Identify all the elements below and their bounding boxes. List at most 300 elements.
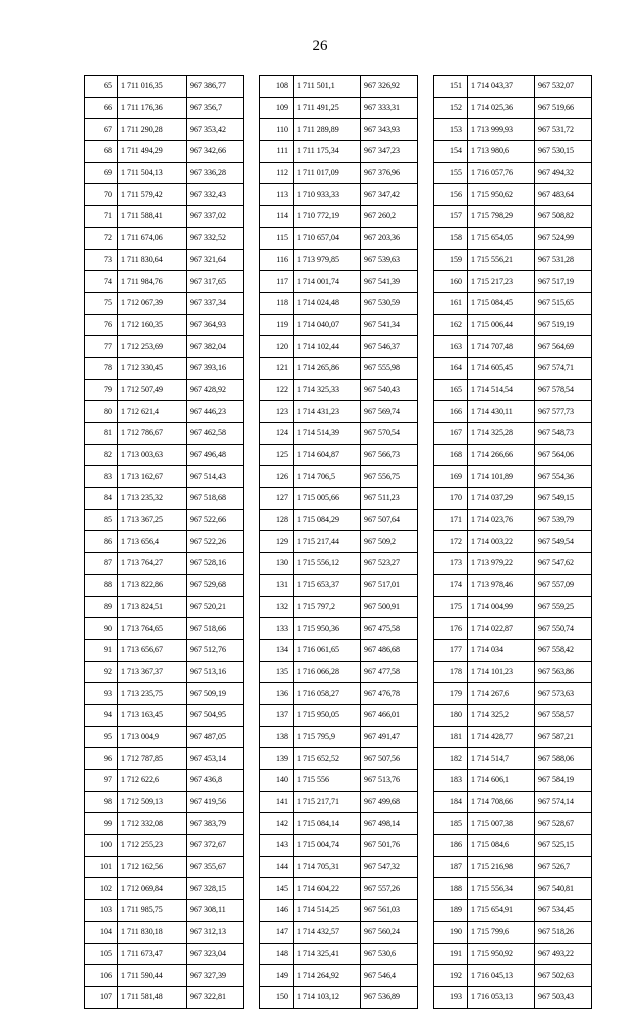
point-number: 93 bbox=[85, 683, 118, 705]
coord-x: 1 715 653,37 bbox=[294, 574, 361, 596]
table-row bbox=[260, 292, 418, 314]
coord-y: 967 327,39 bbox=[187, 965, 244, 987]
coord-x: 1 716 061,65 bbox=[294, 639, 361, 661]
point-number: 181 bbox=[434, 726, 468, 748]
table-row bbox=[260, 314, 418, 336]
point-number: 173 bbox=[434, 553, 468, 575]
coord-y: 967 504,95 bbox=[187, 704, 244, 726]
coord-y: 967 508,82 bbox=[535, 206, 592, 228]
point-number: 112 bbox=[260, 162, 294, 184]
coord-x: 1 713 980,6 bbox=[468, 141, 535, 163]
point-number: 182 bbox=[434, 748, 468, 770]
point-number: 192 bbox=[434, 965, 468, 987]
coord-y: 967 323,04 bbox=[187, 943, 244, 965]
table-row bbox=[85, 639, 244, 661]
coord-y: 967 518,68 bbox=[187, 488, 244, 510]
point-number: 76 bbox=[85, 314, 118, 336]
point-number: 102 bbox=[85, 878, 118, 900]
coord-y: 967 522,66 bbox=[187, 509, 244, 531]
coord-x: 1 716 045,13 bbox=[468, 965, 535, 987]
coord-x: 1 713 367,25 bbox=[118, 509, 187, 531]
coord-y: 967 326,92 bbox=[361, 76, 418, 98]
coord-y: 967 574,71 bbox=[535, 357, 592, 379]
table-row bbox=[260, 379, 418, 401]
table-row bbox=[85, 856, 244, 878]
coord-y: 967 539,63 bbox=[361, 249, 418, 271]
table-row bbox=[434, 986, 592, 1008]
point-number: 108 bbox=[260, 76, 294, 98]
table-row bbox=[85, 943, 244, 965]
coord-y: 967 503,43 bbox=[535, 986, 592, 1008]
point-number: 117 bbox=[260, 271, 294, 293]
table-row bbox=[85, 726, 244, 748]
coord-x: 1 715 799,6 bbox=[468, 921, 535, 943]
table-row bbox=[434, 249, 592, 271]
coord-y: 967 530,59 bbox=[361, 292, 418, 314]
point-number: 113 bbox=[260, 184, 294, 206]
coord-y: 967 476,78 bbox=[361, 683, 418, 705]
coord-x: 1 714 040,07 bbox=[294, 314, 361, 336]
coord-x: 1 712 509,13 bbox=[118, 791, 187, 813]
table-row bbox=[260, 726, 418, 748]
point-number: 127 bbox=[260, 488, 294, 510]
coord-y: 967 333,31 bbox=[361, 97, 418, 119]
coord-y: 967 517,19 bbox=[535, 271, 592, 293]
coord-x: 1 714 432,57 bbox=[294, 921, 361, 943]
coord-x: 1 714 706,5 bbox=[294, 466, 361, 488]
coord-y: 967 549,54 bbox=[535, 531, 592, 553]
coord-y: 967 372,67 bbox=[187, 835, 244, 857]
coord-y: 967 332,43 bbox=[187, 184, 244, 206]
table-row bbox=[260, 813, 418, 835]
point-number: 125 bbox=[260, 444, 294, 466]
point-number: 85 bbox=[85, 509, 118, 531]
point-number: 183 bbox=[434, 770, 468, 792]
coord-x: 1 715 084,6 bbox=[468, 835, 535, 857]
table-row bbox=[85, 444, 244, 466]
table-row bbox=[85, 76, 244, 98]
table-row bbox=[434, 271, 592, 293]
coord-y: 967 566,73 bbox=[361, 444, 418, 466]
point-number: 149 bbox=[260, 965, 294, 987]
point-number: 107 bbox=[85, 986, 118, 1008]
coord-y: 967 555,98 bbox=[361, 357, 418, 379]
table-row bbox=[85, 596, 244, 618]
point-number: 110 bbox=[260, 119, 294, 141]
table-row bbox=[85, 141, 244, 163]
table-row bbox=[434, 184, 592, 206]
coord-y: 967 577,73 bbox=[535, 401, 592, 423]
coord-x: 1 714 325,33 bbox=[294, 379, 361, 401]
coord-x: 1 714 004,99 bbox=[468, 596, 535, 618]
coord-x: 1 712 160,35 bbox=[118, 314, 187, 336]
point-number: 119 bbox=[260, 314, 294, 336]
point-number: 104 bbox=[85, 921, 118, 943]
point-number: 163 bbox=[434, 336, 468, 358]
coord-y: 967 557,26 bbox=[361, 878, 418, 900]
coord-x: 1 715 652,52 bbox=[294, 748, 361, 770]
coord-y: 967 514,43 bbox=[187, 466, 244, 488]
table-row bbox=[85, 97, 244, 119]
coord-y: 967 519,66 bbox=[535, 97, 592, 119]
table-row bbox=[260, 986, 418, 1008]
coord-x: 1 712 787,85 bbox=[118, 748, 187, 770]
coord-x: 1 715 084,29 bbox=[294, 509, 361, 531]
coord-x: 1 715 795,9 bbox=[294, 726, 361, 748]
coord-y: 967 356,7 bbox=[187, 97, 244, 119]
coord-y: 967 531,72 bbox=[535, 119, 592, 141]
coord-y: 967 587,21 bbox=[535, 726, 592, 748]
coord-x: 1 715 006,44 bbox=[468, 314, 535, 336]
coord-x: 1 715 217,23 bbox=[468, 271, 535, 293]
coord-y: 967 570,54 bbox=[361, 423, 418, 445]
point-number: 172 bbox=[434, 531, 468, 553]
coord-y: 967 496,48 bbox=[187, 444, 244, 466]
table-row bbox=[434, 943, 592, 965]
coord-y: 967 336,28 bbox=[187, 162, 244, 184]
table-row bbox=[85, 423, 244, 445]
point-number: 86 bbox=[85, 531, 118, 553]
coord-x: 1 713 764,27 bbox=[118, 553, 187, 575]
coord-x: 1 713 235,75 bbox=[118, 683, 187, 705]
point-number: 131 bbox=[260, 574, 294, 596]
point-number: 111 bbox=[260, 141, 294, 163]
coord-x: 1 715 216,98 bbox=[468, 856, 535, 878]
table-row bbox=[434, 574, 592, 596]
point-number: 77 bbox=[85, 336, 118, 358]
point-number: 132 bbox=[260, 596, 294, 618]
point-number: 68 bbox=[85, 141, 118, 163]
coord-y: 967 499,68 bbox=[361, 791, 418, 813]
coord-y: 967 383,79 bbox=[187, 813, 244, 835]
coord-y: 967 498,14 bbox=[361, 813, 418, 835]
table-row bbox=[85, 553, 244, 575]
coord-x: 1 714 514,25 bbox=[294, 900, 361, 922]
table-row bbox=[434, 553, 592, 575]
point-number: 101 bbox=[85, 856, 118, 878]
coord-y: 967 558,57 bbox=[535, 704, 592, 726]
point-number: 135 bbox=[260, 661, 294, 683]
table-row bbox=[260, 553, 418, 575]
coord-y: 967 541,34 bbox=[361, 314, 418, 336]
coord-x: 1 711 176,36 bbox=[118, 97, 187, 119]
table-row bbox=[85, 509, 244, 531]
point-number: 148 bbox=[260, 943, 294, 965]
coord-x: 1 715 004,74 bbox=[294, 835, 361, 857]
table-row bbox=[260, 76, 418, 98]
coord-y: 967 547,32 bbox=[361, 856, 418, 878]
point-number: 82 bbox=[85, 444, 118, 466]
point-number: 185 bbox=[434, 813, 468, 835]
table-row bbox=[434, 813, 592, 835]
coord-x: 1 714 266,66 bbox=[468, 444, 535, 466]
point-number: 190 bbox=[434, 921, 468, 943]
coord-y: 967 520,21 bbox=[187, 596, 244, 618]
coord-y: 967 513,16 bbox=[187, 661, 244, 683]
point-number: 81 bbox=[85, 423, 118, 445]
table-row bbox=[434, 357, 592, 379]
table-row bbox=[85, 683, 244, 705]
table-row bbox=[85, 965, 244, 987]
point-number: 103 bbox=[85, 900, 118, 922]
table-row bbox=[85, 227, 244, 249]
point-number: 171 bbox=[434, 509, 468, 531]
coord-y: 967 386,77 bbox=[187, 76, 244, 98]
coord-x: 1 714 034 bbox=[468, 639, 535, 661]
point-number: 134 bbox=[260, 639, 294, 661]
point-number: 124 bbox=[260, 423, 294, 445]
coord-x: 1 715 084,45 bbox=[468, 292, 535, 314]
point-number: 191 bbox=[434, 943, 468, 965]
point-number: 177 bbox=[434, 639, 468, 661]
coord-x: 1 714 705,31 bbox=[294, 856, 361, 878]
coord-x: 1 714 514,39 bbox=[294, 423, 361, 445]
coord-y: 967 393,16 bbox=[187, 357, 244, 379]
coord-x: 1 713 979,22 bbox=[468, 553, 535, 575]
table-row bbox=[85, 466, 244, 488]
coord-y: 967 588,06 bbox=[535, 748, 592, 770]
coord-y: 967 347,23 bbox=[361, 141, 418, 163]
coord-x: 1 711 984,76 bbox=[118, 271, 187, 293]
coord-x: 1 714 325,2 bbox=[468, 704, 535, 726]
point-number: 161 bbox=[434, 292, 468, 314]
point-number: 180 bbox=[434, 704, 468, 726]
table-row bbox=[85, 119, 244, 141]
table-row bbox=[85, 835, 244, 857]
coord-x: 1 713 978,46 bbox=[468, 574, 535, 596]
coord-x: 1 715 654,05 bbox=[468, 227, 535, 249]
coord-y: 967 487,05 bbox=[187, 726, 244, 748]
table-row bbox=[434, 856, 592, 878]
coord-x: 1 715 556,21 bbox=[468, 249, 535, 271]
point-number: 88 bbox=[85, 574, 118, 596]
coord-x: 1 711 830,64 bbox=[118, 249, 187, 271]
table-row bbox=[434, 97, 592, 119]
coord-y: 967 355,67 bbox=[187, 856, 244, 878]
coord-y: 967 560,24 bbox=[361, 921, 418, 943]
table-row bbox=[260, 466, 418, 488]
coord-y: 967 500,91 bbox=[361, 596, 418, 618]
coord-x: 1 712 069,84 bbox=[118, 878, 187, 900]
coord-y: 967 515,65 bbox=[535, 292, 592, 314]
point-number: 92 bbox=[85, 661, 118, 683]
coord-x: 1 714 514,7 bbox=[468, 748, 535, 770]
table-row bbox=[434, 509, 592, 531]
point-number: 170 bbox=[434, 488, 468, 510]
table-row bbox=[260, 271, 418, 293]
coord-x: 1 710 933,33 bbox=[294, 184, 361, 206]
coord-y: 967 525,15 bbox=[535, 835, 592, 857]
table-row bbox=[434, 292, 592, 314]
point-number: 158 bbox=[434, 227, 468, 249]
coord-x: 1 712 622,6 bbox=[118, 770, 187, 792]
table-row bbox=[260, 401, 418, 423]
table-row bbox=[260, 791, 418, 813]
coord-y: 967 524,99 bbox=[535, 227, 592, 249]
point-number: 193 bbox=[434, 986, 468, 1008]
table-row bbox=[434, 488, 592, 510]
table-row bbox=[85, 336, 244, 358]
point-number: 139 bbox=[260, 748, 294, 770]
coord-x: 1 714 003,22 bbox=[468, 531, 535, 553]
coord-x: 1 715 798,29 bbox=[468, 206, 535, 228]
coord-y: 967 564,06 bbox=[535, 444, 592, 466]
coord-x: 1 713 367,37 bbox=[118, 661, 187, 683]
point-number: 159 bbox=[434, 249, 468, 271]
coord-y: 967 522,26 bbox=[187, 531, 244, 553]
coord-y: 967 337,02 bbox=[187, 206, 244, 228]
point-number: 116 bbox=[260, 249, 294, 271]
point-number: 154 bbox=[434, 141, 468, 163]
table-row bbox=[434, 770, 592, 792]
table-row bbox=[260, 509, 418, 531]
coord-y: 967 342,66 bbox=[187, 141, 244, 163]
table-row bbox=[260, 423, 418, 445]
coord-x: 1 711 830,18 bbox=[118, 921, 187, 943]
coord-y: 967 364,93 bbox=[187, 314, 244, 336]
point-number: 121 bbox=[260, 357, 294, 379]
point-number: 79 bbox=[85, 379, 118, 401]
point-number: 83 bbox=[85, 466, 118, 488]
point-number: 176 bbox=[434, 618, 468, 640]
coord-x: 1 715 084,14 bbox=[294, 813, 361, 835]
coord-y: 967 529,68 bbox=[187, 574, 244, 596]
coord-x: 1 714 604,22 bbox=[294, 878, 361, 900]
table-row bbox=[260, 770, 418, 792]
coord-x: 1 715 654,91 bbox=[468, 900, 535, 922]
table-row bbox=[85, 271, 244, 293]
table-row bbox=[85, 813, 244, 835]
coord-x: 1 713 764,65 bbox=[118, 618, 187, 640]
coord-y: 967 518,26 bbox=[535, 921, 592, 943]
point-number: 118 bbox=[260, 292, 294, 314]
coord-x: 1 711 016,35 bbox=[118, 76, 187, 98]
table-row bbox=[260, 488, 418, 510]
table-row bbox=[434, 878, 592, 900]
point-number: 70 bbox=[85, 184, 118, 206]
coordinates-table-3 bbox=[433, 75, 592, 1009]
table-row bbox=[260, 704, 418, 726]
point-number: 91 bbox=[85, 639, 118, 661]
table-row bbox=[434, 791, 592, 813]
coord-y: 967 494,32 bbox=[535, 162, 592, 184]
point-number: 175 bbox=[434, 596, 468, 618]
table-row bbox=[260, 357, 418, 379]
table-row bbox=[434, 726, 592, 748]
table-row bbox=[260, 921, 418, 943]
point-number: 75 bbox=[85, 292, 118, 314]
coord-y: 967 507,64 bbox=[361, 509, 418, 531]
coordinates-table-2 bbox=[259, 75, 418, 1009]
table-row bbox=[85, 878, 244, 900]
table-row bbox=[260, 119, 418, 141]
table-row bbox=[434, 704, 592, 726]
point-number: 156 bbox=[434, 184, 468, 206]
coord-y: 967 517,01 bbox=[361, 574, 418, 596]
coord-x: 1 713 656,4 bbox=[118, 531, 187, 553]
point-number: 120 bbox=[260, 336, 294, 358]
coord-y: 967 513,76 bbox=[361, 770, 418, 792]
coord-x: 1 711 579,42 bbox=[118, 184, 187, 206]
table-row bbox=[434, 835, 592, 857]
table-row bbox=[85, 531, 244, 553]
point-number: 145 bbox=[260, 878, 294, 900]
coord-y: 967 509,2 bbox=[361, 531, 418, 553]
table-row bbox=[434, 119, 592, 141]
coord-x: 1 715 005,66 bbox=[294, 488, 361, 510]
point-number: 184 bbox=[434, 791, 468, 813]
coord-x: 1 713 824,51 bbox=[118, 596, 187, 618]
coord-y: 967 559,25 bbox=[535, 596, 592, 618]
table-row bbox=[85, 379, 244, 401]
table-row bbox=[85, 249, 244, 271]
table-row bbox=[85, 770, 244, 792]
point-number: 109 bbox=[260, 97, 294, 119]
coord-x: 1 712 253,69 bbox=[118, 336, 187, 358]
coord-y: 967 337,34 bbox=[187, 292, 244, 314]
coord-y: 967 546,4 bbox=[361, 965, 418, 987]
coord-x: 1 714 708,66 bbox=[468, 791, 535, 813]
coord-y: 967 532,07 bbox=[535, 76, 592, 98]
coord-x: 1 714 267,6 bbox=[468, 683, 535, 705]
table-row bbox=[260, 835, 418, 857]
coord-y: 967 428,92 bbox=[187, 379, 244, 401]
coord-x: 1 713 003,63 bbox=[118, 444, 187, 466]
coord-x: 1 713 822,86 bbox=[118, 574, 187, 596]
coordinates-table-1 bbox=[84, 75, 244, 1009]
coord-y: 967 501,76 bbox=[361, 835, 418, 857]
coord-y: 967 541,39 bbox=[361, 271, 418, 293]
point-number: 84 bbox=[85, 488, 118, 510]
table-row bbox=[85, 162, 244, 184]
coord-x: 1 712 621,4 bbox=[118, 401, 187, 423]
table-row bbox=[434, 423, 592, 445]
coord-y: 967 462,58 bbox=[187, 423, 244, 445]
coord-x: 1 716 066,28 bbox=[294, 661, 361, 683]
coord-x: 1 711 590,44 bbox=[118, 965, 187, 987]
coord-y: 967 493,22 bbox=[535, 943, 592, 965]
table-row bbox=[260, 141, 418, 163]
point-number: 137 bbox=[260, 704, 294, 726]
coord-x: 1 714 325,41 bbox=[294, 943, 361, 965]
coord-y: 967 569,74 bbox=[361, 401, 418, 423]
coord-x: 1 711 494,29 bbox=[118, 141, 187, 163]
point-number: 187 bbox=[434, 856, 468, 878]
table-row bbox=[434, 900, 592, 922]
point-number: 78 bbox=[85, 357, 118, 379]
point-number: 166 bbox=[434, 401, 468, 423]
point-number: 186 bbox=[434, 835, 468, 857]
coord-y: 967 558,42 bbox=[535, 639, 592, 661]
table-row bbox=[434, 401, 592, 423]
table-row bbox=[85, 704, 244, 726]
point-number: 94 bbox=[85, 704, 118, 726]
coord-x: 1 715 950,05 bbox=[294, 704, 361, 726]
coord-y: 967 584,19 bbox=[535, 770, 592, 792]
point-number: 155 bbox=[434, 162, 468, 184]
coord-x: 1 715 007,38 bbox=[468, 813, 535, 835]
coord-y: 967 511,23 bbox=[361, 488, 418, 510]
coord-x: 1 714 514,54 bbox=[468, 379, 535, 401]
table-row bbox=[260, 444, 418, 466]
coord-y: 967 328,15 bbox=[187, 878, 244, 900]
coord-y: 967 519,19 bbox=[535, 314, 592, 336]
coord-y: 967 549,15 bbox=[535, 488, 592, 510]
coord-y: 967 534,45 bbox=[535, 900, 592, 922]
point-number: 72 bbox=[85, 227, 118, 249]
coord-y: 967 353,42 bbox=[187, 119, 244, 141]
coord-x: 1 713 163,45 bbox=[118, 704, 187, 726]
